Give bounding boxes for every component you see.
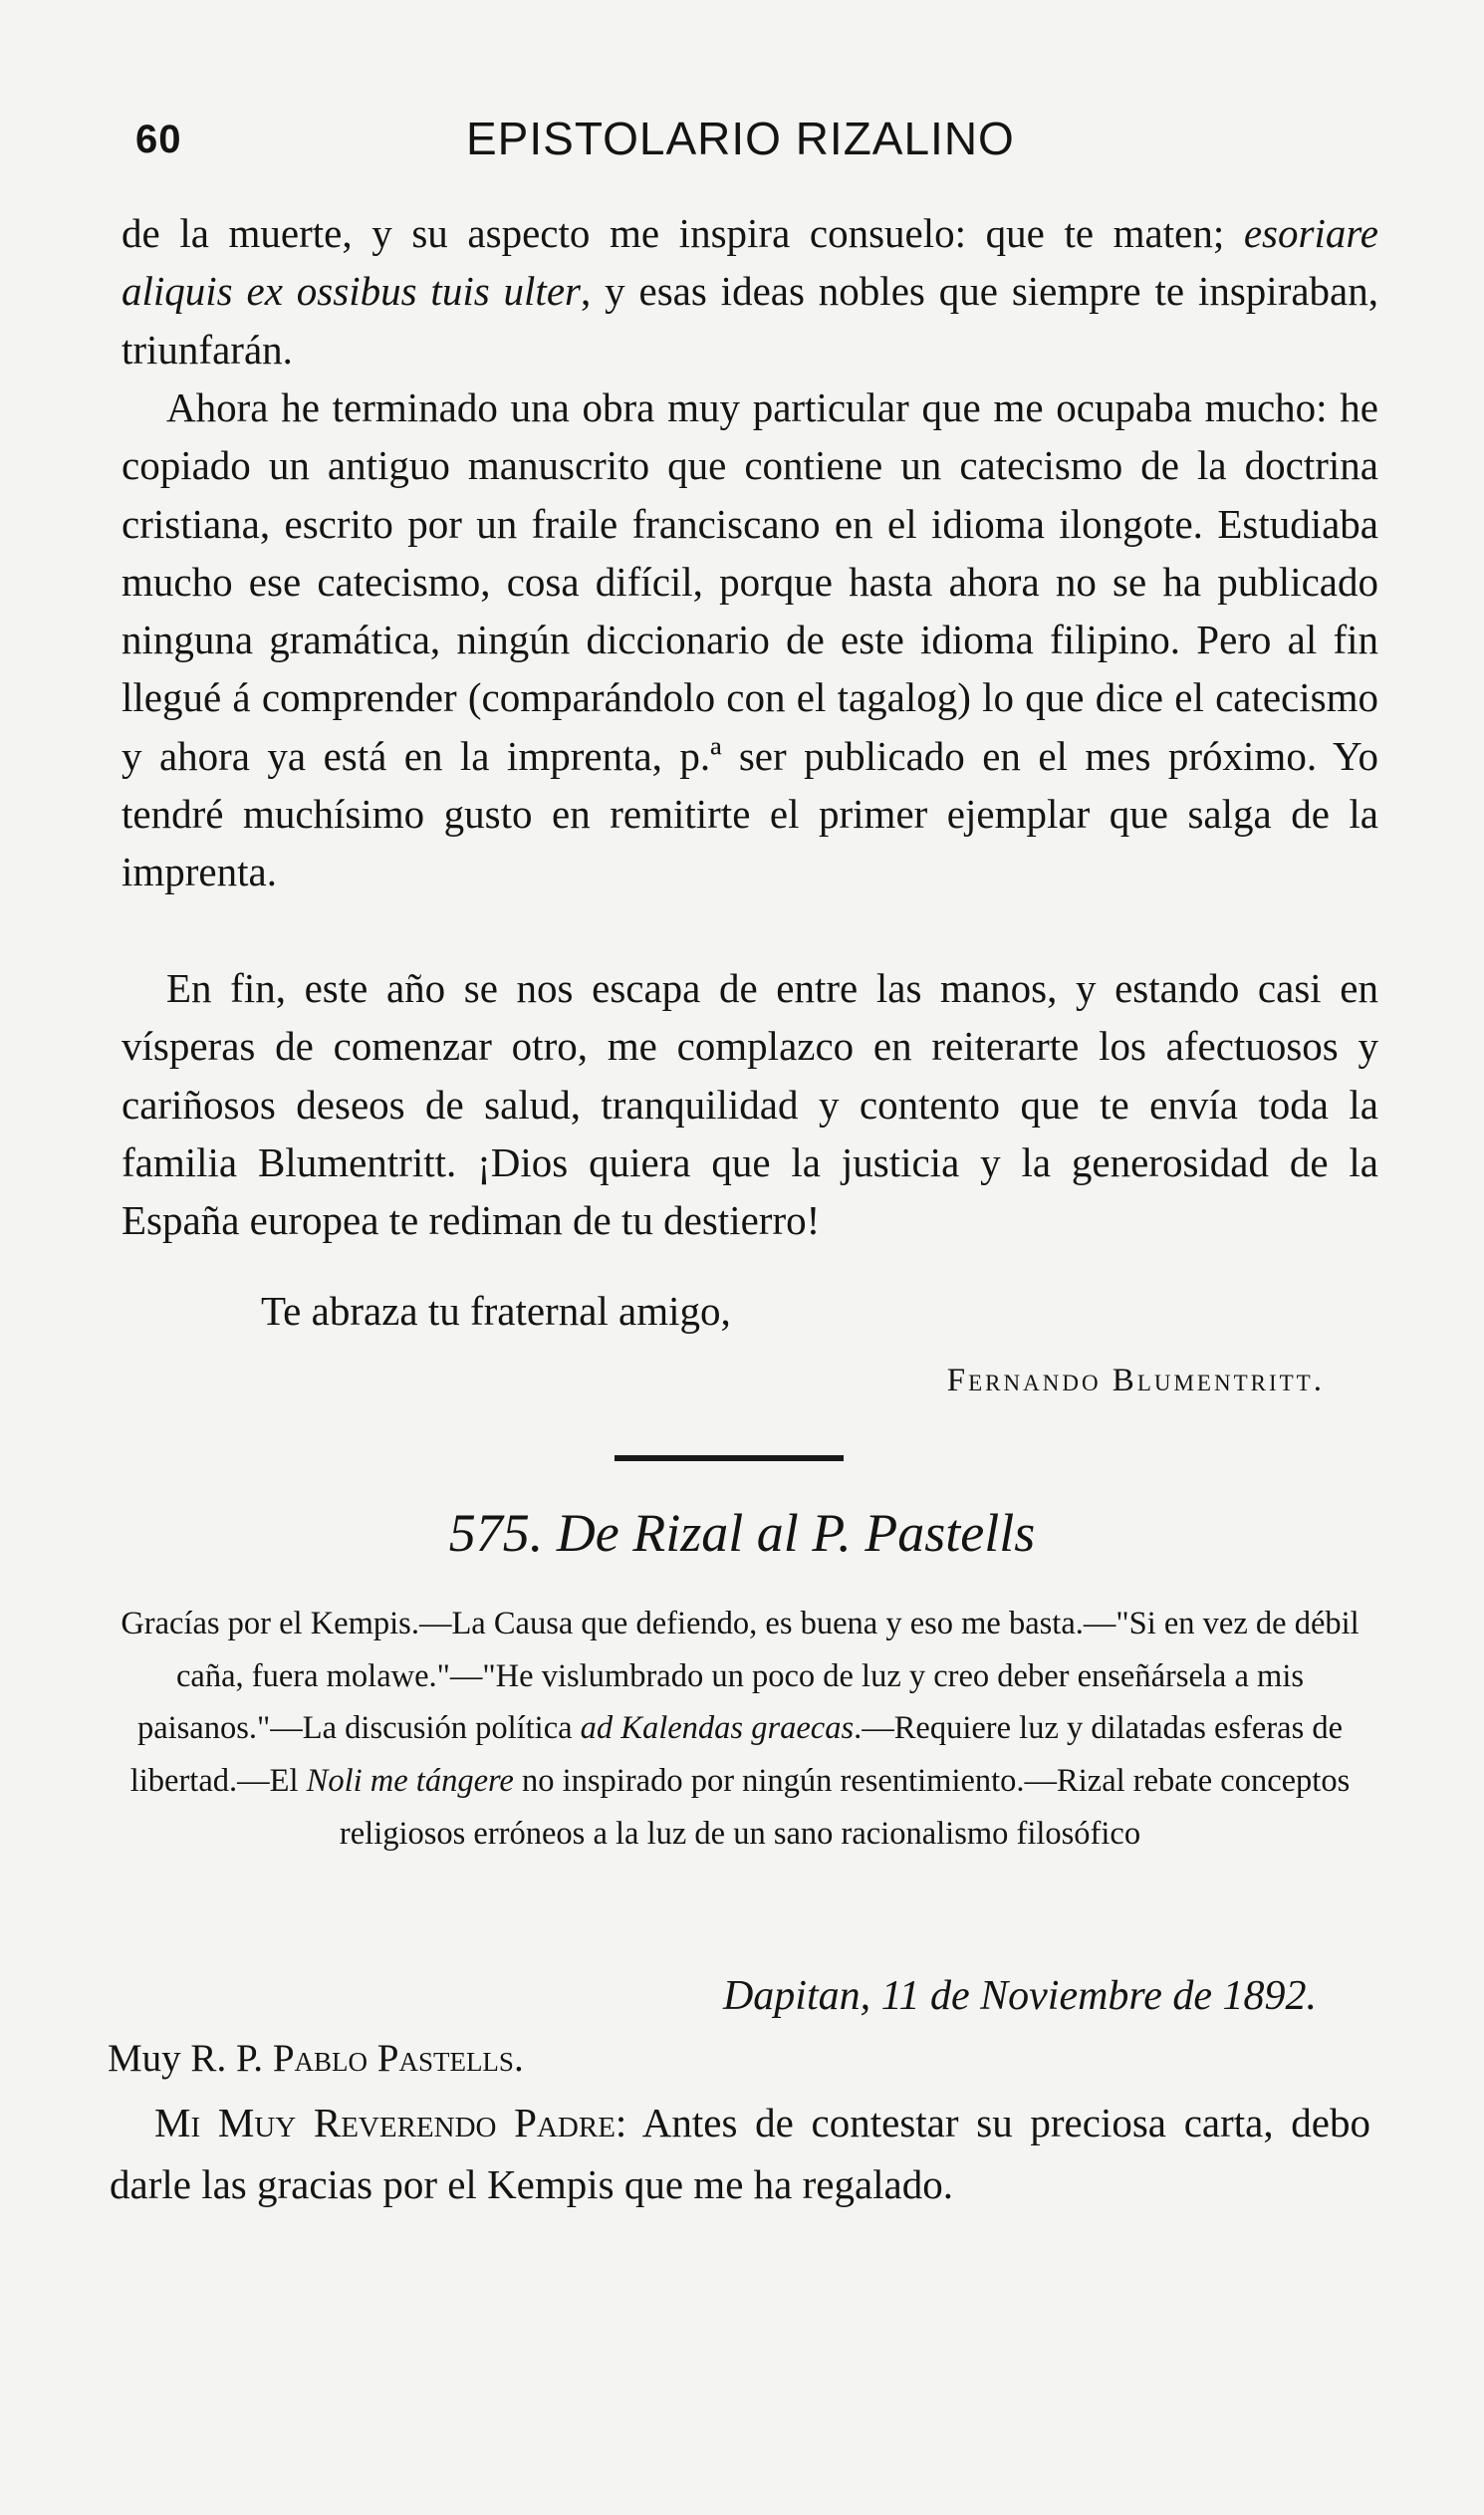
letter-paragraph-1: [122, 204, 1378, 378]
letter-date: Dapitan, 11 de Noviembre de 1892.: [722, 1973, 1317, 2019]
summary-text: Gracías por el Kempis.—La Causa que defiendo, es buena y eso me basta.—"Si en vez de débil caña, fuera molawe."—"He vislumbrado un poco de luz y creo deber enseñársela a mis paisanos."—La discusión política: [121, 1606, 1360, 1747]
letter-closing: Te abraza tu fraternal amigo,: [261, 1288, 731, 1334]
signature: Fernando Blumentritt.: [946, 1363, 1325, 1398]
letter-paragraph-2: Ahora he terminado una obra muy particular que me ocupaba mucho: he copiado un antiguo manuscrito que contiene un catecismo de la doctrina cristiana, escrito por un fraile franciscano en el idioma ilongote. Estudiaba mucho ese catecismo, cosa difícil, porque hasta ahora no se ha publicado ninguna gramática, ningún diccionario de este idioma filipino. Pero al fin llegué á comprender (comparándolo con el tagalog) lo que dice el catecismo y ahora ya está en la imprenta, p.ª ser publicado en el mes próximo. Yo tendré muchísimo gusto en remitirte el primer ejemplar que salga de la imprenta.: [122, 384, 1378, 895]
letter-summary: [112, 1598, 1368, 1861]
page-number: 60: [135, 118, 182, 161]
summary-italic: Noli me tángere: [306, 1763, 514, 1800]
letter-opening: [110, 2092, 1370, 2215]
paragraph-text: de la muerte, y su aspecto me inspira consuelo: que te maten;: [122, 210, 1244, 256]
letter-paragraph-3: En fin, este año se nos escapa de entre las manos, y estando casi en vísperas de comenzar otro, me complazco en reiterarte los afectuosos y cariñosos deseos de salud, tranquilidad y contento que te envía toda la familia Blumentritt. ¡Dios quiera que la justicia y la generosidad de la España europea te rediman de tu destierro!: [122, 965, 1378, 1244]
addressee-prefix: Muy R. P.: [108, 2037, 273, 2080]
summary-text: .—Requiere luz y dilatadas esferas de libertad.—El: [129, 1710, 1344, 1800]
latin-quote: esoriare aliquis ex ossibus tuis ulter: [122, 210, 1378, 315]
opening-text: Antes de contestar su preciosa carta, debo darle las gracias por el Kempis que me ha regalado.: [110, 2100, 1370, 2207]
page-header: [127, 112, 1372, 171]
addressee-name: Pablo Pastells.: [272, 2037, 524, 2080]
summary-text: no inspirado por ningún resentimiento.—Rizal rebate conceptos religiosos erróneos a la luz de un sano racionalismo filosófico: [339, 1763, 1351, 1852]
summary-italic: ad Kalendas graecas: [580, 1710, 855, 1747]
salutation: Mi Muy Reverendo Padre:: [154, 2100, 627, 2145]
running-title: EPISTOLARIO RIZALINO: [466, 113, 1015, 164]
section-divider: [615, 1455, 844, 1461]
addressee: [108, 2036, 524, 2081]
letter-title: 575. De Rizal al P. Pastells: [448, 1503, 1036, 1563]
paragraph-text: , y esas ideas nobles que siempre te inspiraban, triunfarán.: [122, 268, 1378, 373]
